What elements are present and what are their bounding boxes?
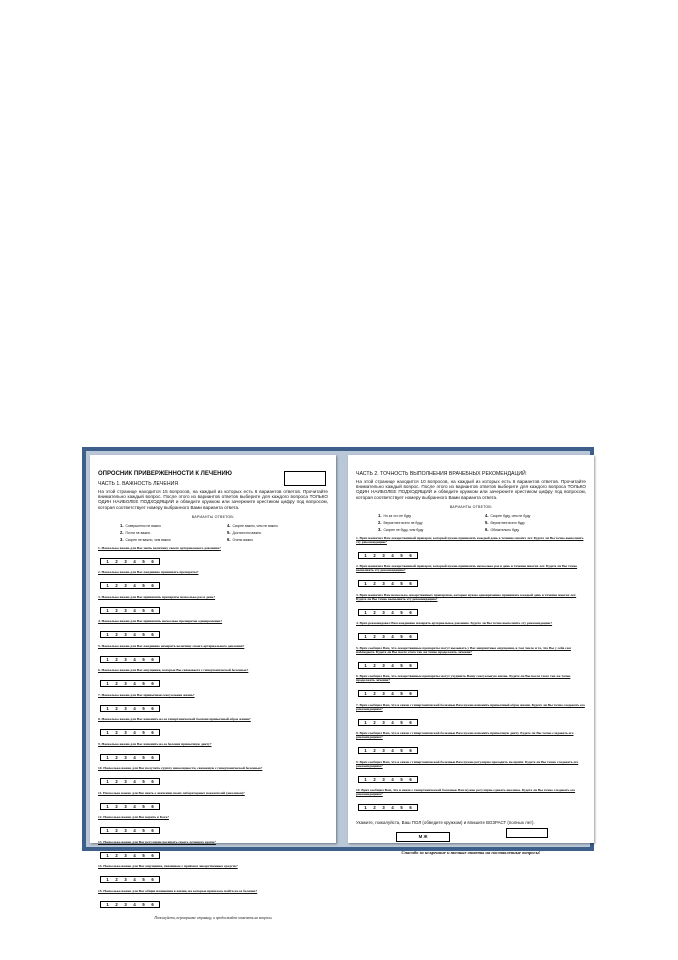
answer-option[interactable]: 4: [391, 609, 394, 615]
answer-scale: [358, 776, 418, 783]
answer-option[interactable]: 6: [409, 776, 412, 782]
part-heading: ЧАСТЬ 1. ВАЖНОСТЬ ЛЕЧЕНИЯ: [98, 481, 179, 487]
answer-option[interactable]: 1: [106, 656, 109, 662]
answer-option[interactable]: 5: [400, 719, 403, 725]
instructions: На этой странице находится 10 вопросов, на каждый из которых есть 6 вариантов ответов. Прочитайте внимательно каждый вопрос. После этого из вариантов ответов выберите для каждого вопроса ТОЛЬКО ОДИН НАИБОЛЕЕ ПОДХОДЯЩИЙ и обведите кружком или зачеркните крестиком цифру под вопросом, которая соответствует номеру выбранного Вами варианта ответа.: [356, 479, 586, 500]
answer-option[interactable]: 4: [133, 656, 136, 662]
answer-option[interactable]: 3: [124, 779, 127, 785]
answer-option[interactable]: 2: [115, 705, 118, 711]
variant-text: Почти не важно: [125, 530, 151, 535]
answer-option[interactable]: 4: [133, 583, 136, 589]
question-text: 7. Насколько важно для Вас привычная сексуальная жизнь?: [98, 692, 195, 697]
answer-option[interactable]: 3: [124, 632, 127, 638]
id-box: [284, 471, 326, 486]
answer-option[interactable]: 6: [409, 552, 412, 558]
answer-option[interactable]: 6: [151, 583, 154, 589]
variant-text: Обязательно буду: [490, 527, 520, 532]
answer-option[interactable]: 1: [364, 662, 367, 668]
answer-option[interactable]: 3: [124, 730, 127, 736]
question-text: 2. Врач назначил Вам лекарственный препарат, который нужно принимать несколько раз в день в течение многих лет. Будете ли Вы точно выполнять эту рекомендацию?: [356, 564, 578, 573]
answer-option[interactable]: 6: [151, 852, 154, 858]
answer-option[interactable]: 1: [364, 805, 367, 811]
answer-option[interactable]: 3: [124, 656, 127, 662]
answer-option[interactable]: 6: [151, 730, 154, 736]
answer-option[interactable]: 2: [115, 828, 118, 834]
answer-option[interactable]: 2: [373, 552, 376, 558]
answer-option[interactable]: 4: [133, 705, 136, 711]
answer-option[interactable]: 6: [151, 754, 154, 760]
answer-option[interactable]: 3: [382, 552, 385, 558]
question-text: 1. Насколько важно для Вас знать величину своего артериального давления?: [98, 545, 221, 550]
answer-scale: [358, 690, 418, 697]
variant-text: Совершенно не важно: [125, 523, 161, 528]
variant-text: Скорее не важно, чем важно: [125, 537, 171, 542]
answer-option[interactable]: 5: [400, 581, 403, 587]
answer-option[interactable]: 1: [106, 877, 109, 883]
variant-number: 5.: [227, 529, 231, 535]
variant-item: [378, 520, 479, 525]
answer-option[interactable]: 1: [364, 581, 367, 587]
answer-option[interactable]: 5: [400, 552, 403, 558]
answer-option[interactable]: 2: [373, 662, 376, 668]
answer-option[interactable]: 2: [115, 681, 118, 687]
answer-option[interactable]: 4: [133, 754, 136, 760]
answer-option[interactable]: 3: [382, 805, 385, 811]
answer-option[interactable]: 6: [151, 607, 154, 613]
answer-option[interactable]: 5: [400, 805, 403, 811]
answer-option[interactable]: 5: [142, 803, 145, 809]
answer-option[interactable]: 2: [115, 754, 118, 760]
answer-option[interactable]: 1: [364, 748, 367, 754]
answer-option[interactable]: 2: [373, 719, 376, 725]
answer-option[interactable]: 5: [400, 748, 403, 754]
answer-option[interactable]: 6: [151, 681, 154, 687]
answer-option[interactable]: 1: [106, 754, 109, 760]
answer-scale: [358, 804, 418, 811]
answer-option[interactable]: 6: [151, 779, 154, 785]
answer-option[interactable]: 2: [115, 779, 118, 785]
answer-option[interactable]: 3: [124, 754, 127, 760]
variant-number: 1.: [378, 512, 382, 518]
answer-scale: [100, 705, 160, 712]
answer-scale: [100, 558, 160, 565]
question-text: 14. Насколько важно для Вас ощущения, связанные с приёмом лекарственных средств?: [98, 864, 238, 869]
answer-option[interactable]: 1: [106, 828, 109, 834]
variant-number: 6.: [227, 536, 231, 542]
question-text: 6. Врач сообщил Вам, что лекарственные препараты могут ухудшить Вашу сексуальную жизнь. Будете ли Вы после этого так же точно продолжать лечение?: [356, 674, 571, 683]
answer-option[interactable]: 5: [142, 754, 145, 760]
answer-option[interactable]: 2: [115, 558, 118, 564]
question-text: 3. Насколько важно для Вас принимать препараты несколько раз в день?: [98, 594, 216, 599]
variant-item: [378, 527, 479, 532]
variant-number: 1.: [120, 522, 124, 528]
answer-option[interactable]: 6: [151, 705, 154, 711]
answer-option[interactable]: 5: [400, 691, 403, 697]
answer-option[interactable]: 2: [115, 632, 118, 638]
answer-option[interactable]: 5: [142, 558, 145, 564]
answer-option[interactable]: 5: [142, 730, 145, 736]
answer-option[interactable]: 4: [391, 581, 394, 587]
variants-list: [378, 513, 586, 532]
answer-option[interactable]: 1: [106, 901, 109, 907]
answer-option[interactable]: 2: [373, 805, 376, 811]
answer-option[interactable]: 5: [142, 607, 145, 613]
answer-scale: [358, 633, 418, 640]
answer-option[interactable]: 5: [142, 681, 145, 687]
answer-scale: [100, 852, 160, 859]
answer-option[interactable]: 3: [124, 558, 127, 564]
question-text: 5. Насколько важно для Вас ежедневно измерять величину своего артериального давления?: [98, 643, 245, 648]
answer-option[interactable]: 3: [124, 607, 127, 613]
variant-item: [227, 537, 328, 542]
answer-option[interactable]: 5: [142, 779, 145, 785]
answer-option[interactable]: 5: [142, 705, 145, 711]
answer-option[interactable]: 6: [409, 805, 412, 811]
answer-option[interactable]: 2: [115, 730, 118, 736]
answer-option[interactable]: 5: [400, 662, 403, 668]
variant-number: 2.: [120, 529, 124, 535]
question-text: 13. Насколько важно для Вас регулярно посещать своего лечащего врача?: [98, 839, 216, 844]
answer-option[interactable]: 1: [106, 730, 109, 736]
answer-scale: [358, 719, 418, 726]
answer-option[interactable]: 6: [151, 632, 154, 638]
instructions: На этой странице находится 15 вопросов, на каждый из которых есть 6 вариантов ответов. Прочитайте внимательно каждый вопрос. После этого из вариантов ответов выберите для каждого вопроса ТОЛЬКО ОДИН НАИБОЛЕЕ ПОДХОДЯЩИЙ и обведите кружком или зачеркните крестиком цифру под вопросом, которая соответствует номеру выбранного Вами варианта ответа.: [98, 489, 328, 510]
answer-option[interactable]: 4: [391, 805, 394, 811]
answer-option[interactable]: 3: [382, 634, 385, 640]
question-text: 11. Насколько важно для Вас знать о значении своих лабораторных показателей (анализов)?: [98, 790, 245, 795]
answer-option[interactable]: 1: [106, 558, 109, 564]
answer-option[interactable]: 2: [373, 634, 376, 640]
answer-option[interactable]: 1: [364, 776, 367, 782]
answer-option[interactable]: 5: [142, 656, 145, 662]
answer-option[interactable]: 1: [106, 779, 109, 785]
variant-number: 4.: [227, 522, 231, 528]
answer-option[interactable]: 4: [133, 901, 136, 907]
answer-option[interactable]: 2: [373, 609, 376, 615]
page-title: ОПРОСНИК ПРИВЕРЖЕННОСТИ К ЛЕЧЕНИЮ: [98, 471, 232, 477]
answer-scale: [100, 803, 160, 810]
question-text: 15. Насколько важно для Вас общие изменения в жизни, на которые пришлось пойти из-за болезни?: [98, 888, 258, 893]
answer-option[interactable]: 2: [373, 748, 376, 754]
variant-item: [120, 530, 221, 535]
page-footer: Пожалуйста, переверните страницу, и продолжайте отвечать на вопросы: [154, 915, 272, 920]
answer-option[interactable]: 6: [409, 609, 412, 615]
answer-option[interactable]: 3: [124, 705, 127, 711]
answer-scale: [100, 778, 160, 785]
answer-option[interactable]: 1: [106, 852, 109, 858]
answer-option[interactable]: 6: [151, 803, 154, 809]
question-list: [356, 536, 586, 815]
answer-option[interactable]: 4: [133, 852, 136, 858]
variant-text: Скорее не буду, чем буду: [383, 527, 424, 532]
variants-heading: ВАРИАНТЫ ОТВЕТОВ:: [449, 504, 493, 509]
answer-option[interactable]: 5: [142, 583, 145, 589]
answer-option[interactable]: 4: [391, 719, 394, 725]
variant-item: [120, 537, 221, 542]
variant-item: [378, 513, 479, 518]
answer-option[interactable]: 5: [142, 901, 145, 907]
variant-text: Скорее важно, чем не важно: [232, 523, 278, 528]
answer-option[interactable]: 3: [382, 609, 385, 615]
answer-option[interactable]: 1: [106, 705, 109, 711]
variant-text: Достаточно важно: [232, 530, 262, 535]
answer-scale: [100, 631, 160, 638]
answer-option[interactable]: 4: [133, 730, 136, 736]
variant-number: 3.: [120, 536, 124, 542]
answer-option[interactable]: 5: [142, 877, 145, 883]
answer-option[interactable]: 6: [409, 634, 412, 640]
question-text: 2. Насколько важно для Вас ежедневно принимать препараты?: [98, 570, 199, 575]
answer-option[interactable]: 6: [151, 877, 154, 883]
answer-option[interactable]: 4: [133, 803, 136, 809]
answer-option[interactable]: 2: [115, 901, 118, 907]
answer-scale: [358, 747, 418, 754]
answer-option[interactable]: 4: [133, 607, 136, 613]
answer-option[interactable]: 2: [373, 691, 376, 697]
answer-option[interactable]: 4: [133, 828, 136, 834]
answer-option[interactable]: 4: [133, 877, 136, 883]
answer-option[interactable]: 3: [382, 719, 385, 725]
question-text: 3. Врач назначил Вам несколько лекарственных препаратов, которые нужно одновременно принимать каждый день в течение многих лет. Будете ли Вы точно выполнять эту рекомендацию?: [356, 592, 577, 601]
answer-option[interactable]: 4: [391, 748, 394, 754]
variant-item: [227, 530, 328, 535]
question-text: 7. Врач сообщил Вам, что в связи с гипертонической болезнью Вам нужно изменить привычный образ жизни. Будете ли Вы точно следовать его рекомендациям?: [356, 702, 585, 711]
answer-option[interactable]: 1: [364, 552, 367, 558]
answer-scale: [358, 662, 418, 669]
question-text: 8. Врач сообщил Вам, что в связи с гипертонической болезнью Вам нужно изменить привычную диету. Будете ли Вы точно следовать его рекомендациям?: [356, 731, 574, 740]
answer-scale: [358, 609, 418, 616]
answer-option[interactable]: 4: [133, 558, 136, 564]
answer-option[interactable]: 2: [373, 581, 376, 587]
answer-option[interactable]: 3: [124, 583, 127, 589]
answer-option[interactable]: 3: [124, 852, 127, 858]
part-heading: ЧАСТЬ 2. ТОЧНОСТЬ ВЫПОЛНЕНИЯ ВРАЧЕБНЫХ РЕКОМЕНДАЦИЙ: [356, 471, 526, 477]
variant-text: Но за что не буду: [383, 513, 412, 518]
answer-scale: [100, 729, 160, 736]
variant-text: Вероятнее всего буду: [490, 520, 525, 525]
answer-option[interactable]: 1: [364, 609, 367, 615]
question-text: 6. Насколько важно для Вас ощущения, которые Вы связываете с гипертонической болезнью?: [98, 668, 249, 673]
age-field[interactable]: [506, 828, 548, 838]
question-text: 8. Насколько важно для Вас изменить из-за гипертонической болезни привычный образ жизни?: [98, 717, 251, 722]
answer-option[interactable]: 3: [124, 828, 127, 834]
gender-age-prompt: Укажите, пожалуйста, Ваш ПОЛ (обведите кружком) и впишите ВОЗРАСТ (полных лет).: [356, 820, 535, 826]
answer-option[interactable]: 4: [391, 691, 394, 697]
answer-scale: [100, 656, 160, 663]
variant-text: Очень важно: [232, 537, 254, 542]
answer-option[interactable]: 4: [391, 776, 394, 782]
answer-option[interactable]: 3: [124, 681, 127, 687]
answer-scale: [100, 607, 160, 614]
answer-option[interactable]: 5: [400, 634, 403, 640]
gender-options[interactable]: М Ж: [396, 832, 450, 842]
answer-option[interactable]: 6: [409, 662, 412, 668]
variant-item: [485, 527, 586, 532]
answer-option[interactable]: 1: [106, 681, 109, 687]
answer-option[interactable]: 5: [400, 609, 403, 615]
answer-option[interactable]: 4: [133, 681, 136, 687]
variant-number: 5.: [485, 519, 489, 525]
answer-option[interactable]: 1: [106, 607, 109, 613]
answer-option[interactable]: 2: [373, 776, 376, 782]
answer-option[interactable]: 1: [364, 719, 367, 725]
answer-option[interactable]: 4: [391, 552, 394, 558]
question-text: 4. Насколько важно для Вас принимать несколько препаратов одновременно?: [98, 619, 223, 624]
answer-option[interactable]: 6: [409, 581, 412, 587]
answer-scale: [100, 754, 160, 761]
answer-option[interactable]: 6: [151, 656, 154, 662]
answer-option[interactable]: 3: [382, 662, 385, 668]
answer-scale: [100, 876, 160, 883]
variant-text: Скорее буду, чем не буду: [490, 513, 531, 518]
answer-scale: [358, 580, 418, 587]
answer-option[interactable]: 4: [391, 662, 394, 668]
question-text: 10. Насколько важно для Вас получить группу инвалидности, связанную с гипертонической болезнью?: [98, 766, 263, 771]
question-text: 1. Врач назначил Вам лекарственный препарат, который нужно принимать каждый день в течение многих лет. Будете ли Вы точно выполнять эту рекомендацию?: [356, 535, 584, 544]
answer-option[interactable]: 6: [409, 691, 412, 697]
question-text: 10. Врач сообщил Вам, что в связи с гипертонической болезнью Вам нужно регулярно сдавать анализы. Будете ли Вы точно следовать его рекомендациям?: [356, 788, 576, 797]
answer-option[interactable]: 4: [133, 632, 136, 638]
question-text: 5. Врач сообщил Вам, что лекарственные препараты могут вызывать у Вас неприятные ощущения, в том числе и те, что Вы у себя сам наблюдаете. Будете ли Вы после этого так же точно продолжать лечение?: [356, 645, 571, 654]
variants-list: [120, 523, 328, 542]
variant-number: 6.: [485, 526, 489, 532]
answer-option[interactable]: 6: [151, 558, 154, 564]
answer-scale: [100, 680, 160, 687]
variant-item: [485, 520, 586, 525]
questionnaire-page-1: [90, 455, 336, 920]
answer-option[interactable]: 1: [364, 691, 367, 697]
answer-option[interactable]: 3: [124, 901, 127, 907]
answer-option[interactable]: 5: [142, 828, 145, 834]
answer-option[interactable]: 2: [115, 656, 118, 662]
answer-option[interactable]: 3: [382, 581, 385, 587]
answer-option[interactable]: 5: [142, 632, 145, 638]
answer-option[interactable]: 3: [382, 748, 385, 754]
variant-text: Вероятнее всего не буду: [383, 520, 423, 525]
answer-option[interactable]: 6: [151, 901, 154, 907]
question-text: 4. Врач рекомендовал Вам ежедневно измерять артериальное давление. Будете ли Вы точно выполнять эту рекомендацию?: [356, 621, 553, 626]
variant-number: 3.: [378, 526, 382, 532]
variant-number: 2.: [378, 519, 382, 525]
question-list: [98, 546, 328, 911]
answer-option[interactable]: 4: [133, 779, 136, 785]
answer-option[interactable]: 6: [409, 719, 412, 725]
answer-option[interactable]: 3: [124, 877, 127, 883]
answer-option[interactable]: 2: [115, 583, 118, 589]
answer-option[interactable]: 1: [106, 583, 109, 589]
answer-option[interactable]: 1: [106, 803, 109, 809]
variant-number: 4.: [485, 512, 489, 518]
answer-option[interactable]: 2: [115, 877, 118, 883]
document-frame: [82, 447, 594, 920]
answer-scale: [100, 582, 160, 589]
answer-option[interactable]: 2: [115, 607, 118, 613]
answer-option[interactable]: 6: [151, 828, 154, 834]
variant-item: [485, 513, 586, 518]
answer-option[interactable]: 3: [124, 803, 127, 809]
answer-option[interactable]: 1: [364, 634, 367, 640]
document-backdrop: [86, 451, 590, 920]
answer-scale: [100, 827, 160, 834]
answer-option[interactable]: 5: [142, 852, 145, 858]
page-footer: Спасибо за искренние и точные ответы на поставленные вопросы!: [401, 850, 541, 856]
answer-scale: [358, 552, 418, 559]
question-text: 9. Насколько важно для Вас изменить из-за болезни привычную диету?: [98, 741, 212, 746]
answer-option[interactable]: 4: [391, 634, 394, 640]
answer-option[interactable]: 6: [409, 748, 412, 754]
answer-option[interactable]: 2: [115, 803, 118, 809]
answer-option[interactable]: 1: [106, 632, 109, 638]
answer-option[interactable]: 3: [382, 691, 385, 697]
answer-option[interactable]: 3: [382, 776, 385, 782]
question-text: 9. Врач сообщил Вам, что в связи с гипертонической болезнью Вам нужно регулярно проходить на приём. Будете ли Вы точно следовать его рекомендациям?: [356, 759, 579, 768]
variant-item: [120, 523, 221, 528]
answer-scale: [100, 901, 160, 908]
variant-item: [227, 523, 328, 528]
answer-option[interactable]: 5: [400, 776, 403, 782]
question-text: 12. Насколько важно для Вас верить в Бога?: [98, 815, 169, 820]
questionnaire-page-2: [348, 455, 594, 856]
variants-heading: ВАРИАНТЫ ОТВЕТОВ:: [191, 514, 235, 519]
answer-option[interactable]: 2: [115, 852, 118, 858]
